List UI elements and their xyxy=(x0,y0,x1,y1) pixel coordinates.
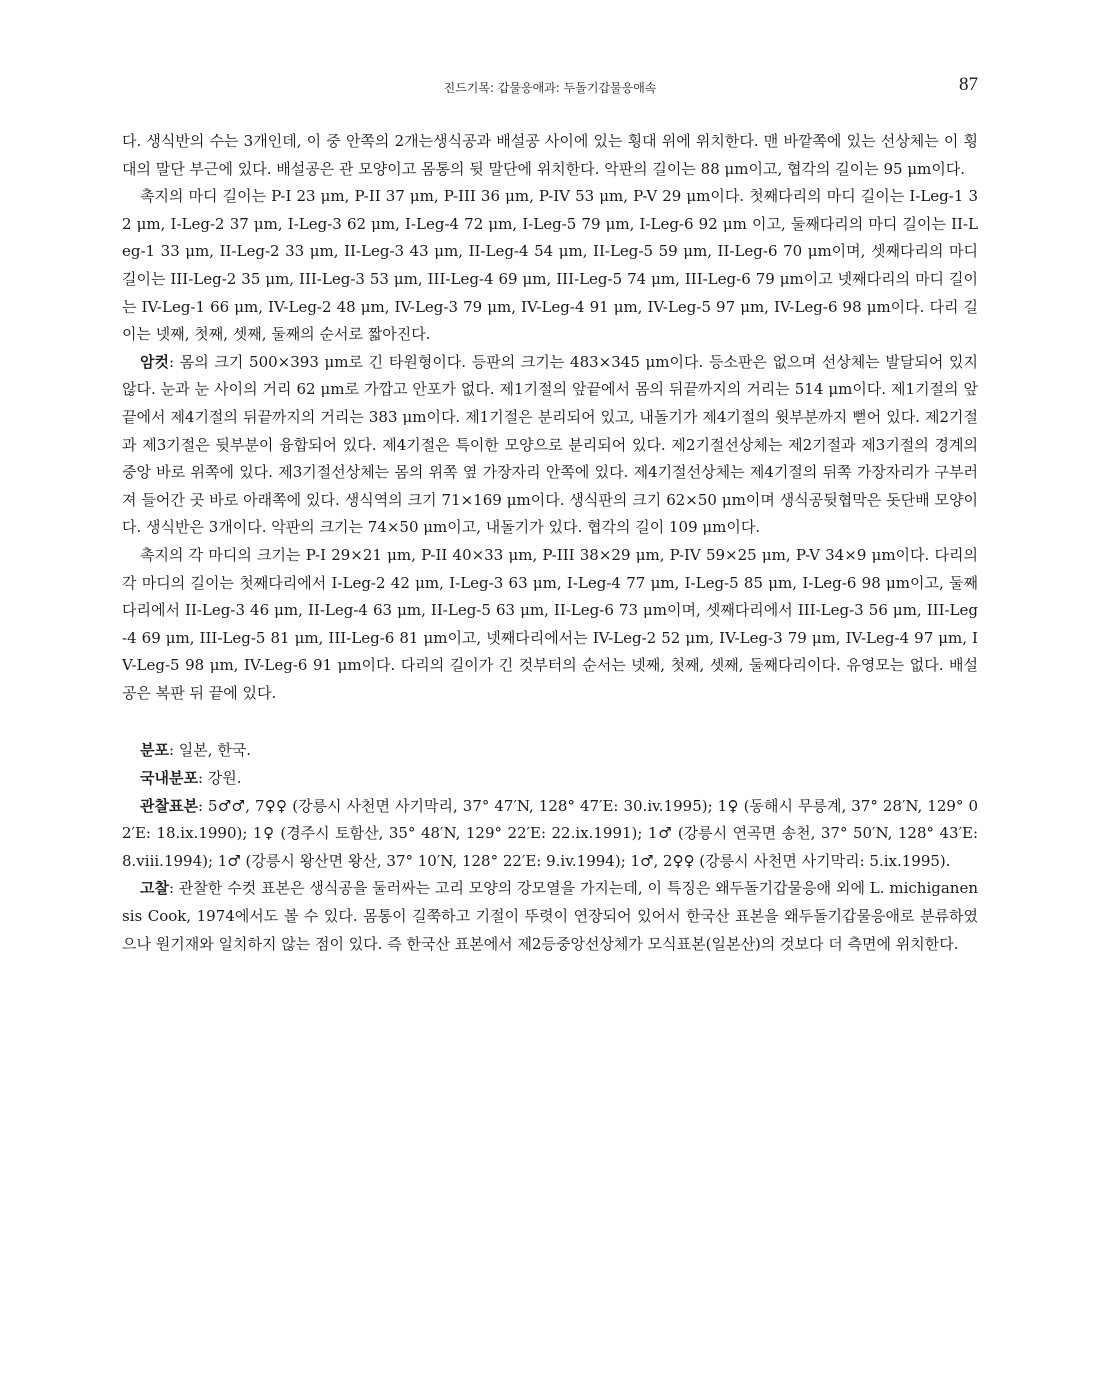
paragraph-distribution xyxy=(122,737,978,765)
paragraph-male-segment-lengths xyxy=(122,183,978,349)
paragraph-text: 촉지의 각 마디의 크기는 P-I 29×21 μm, P-II 40×33 μm, P-III 38×29 μm, P-IV 59×25 μm, P-V 34×9 μm이다. 다리의 각 마디의 길이는 첫째다리에서 I-Leg-2 42 μm, I-Leg-3 63 μm, I-Leg-4 77 μm, I-Leg-5 85 μm, I-Leg-6 98 μm이고, 둘째다리에서 II-Leg-3 46 μm, II-Leg-4 63 μm, II-Leg-5 63 μm, II-Leg-6 73 μm이며, 셋째다리에서 III-Leg-3 56 μm, III-Leg-4 69 μm, III-Leg-5 81 μm, III-Leg-6 81 μm이고, 넷째다리에서는 IV-Leg-2 52 μm, IV-Leg-3 79 μm, IV-Leg-4 97 μm, IV-Leg-5 98 μm, IV-Leg-6 91 μm이다. 다리의 길이가 긴 것부터의 순서는 넷째, 첫째, 셋째, 둘째다리이다. 유영모는 없다. 배설공은 복판 뒤 끝에 있다. xyxy=(122,545,978,702)
paragraph-text: : 5♂♂, 7♀♀ (강릉시 사천면 사기막리, 37° 47′N, 128° 47′E: 30.iv.1995); 1♀ (동해시 무릉계, 37° 28′N, 129° 02′E: 18.ix.1990); 1♀ (경주시 토함산, 35° 48′N, 129° 22′E: 22.ix.1991); 1♂ (강릉시 연곡면 송천, 37° 50′N, 128° 43′E: 8.viii.1994); 1♂ (강릉시 왕산면 왕산, 37° 10′N, 128° 22′E: 9.iv.1994); 1♂, 2♀♀ (강릉시 사천면 사기막리: 5.ix.1995). xyxy=(122,796,978,870)
section-gap xyxy=(122,707,978,737)
section-label-female: 암컷 xyxy=(140,352,169,371)
section-label-distribution: 분포 xyxy=(140,741,169,760)
section-label-specimens: 관찰표본 xyxy=(140,796,198,815)
paragraph-domestic-distribution xyxy=(122,765,978,793)
paragraph-text: 촉지의 마디 길이는 P-I 23 μm, P-II 37 μm, P-III 36 μm, P-IV 53 μm, P-V 29 μm이다. 첫째다리의 마디 길이는 I-Leg-1 32 μm, I-Leg-2 37 μm, I-Leg-3 62 μm, I-Leg-4 72 μm, I-Leg-5 79 μm, I-Leg-6 92 μm 이고, 둘째다리의 마디 길이는 II-Leg-1 33 μm, II-Leg-2 33 μm, II-Leg-3 43 μm, II-Leg-4 54 μm, II-Leg-5 59 μm, II-Leg-6 70 μm이며, 셋째다리의 마디 길이는 III-Leg-2 35 μm, III-Leg-3 53 μm, III-Leg-4 69 μm, III-Leg-5 74 μm, III-Leg-6 79 μm이고 넷째다리의 마디 길이는 IV-Leg-1 66 μm, IV-Leg-2 48 μm, IV-Leg-3 79 μm, IV-Leg-4 91 μm, IV-Leg-5 97 μm, IV-Leg-6 98 μm이다. 다리 길이는 넷째, 첫째, 셋째, 둘째의 순서로 짧아진다. xyxy=(122,187,978,344)
section-label-remarks: 고찰 xyxy=(140,879,169,898)
page-header xyxy=(122,76,978,98)
running-title: 진드기목: 갑물응애과: 두돌기갑물응애속 xyxy=(443,81,657,95)
page-number: 87 xyxy=(959,74,978,95)
paragraph-female-description xyxy=(122,349,978,542)
paragraph-text: 다. 생식반의 수는 3개인데, 이 중 안쪽의 2개는생식공과 배설공 사이에 있는 횡대 위에 위치한다. 맨 바깥쪽에 있는 선상체는 이 횡대의 말단 부근에 있다. 배설공은 관 모양이고 몸통의 뒷 말단에 위치한다. 악판의 길이는 88 μm이고, 협각의 길이는 95 μm이다. xyxy=(122,132,978,178)
page-body xyxy=(122,128,978,958)
section-label-domestic-distribution: 국내분포 xyxy=(140,769,198,788)
paragraph-specimens xyxy=(122,793,978,876)
paragraph-text: : 강원. xyxy=(197,769,242,788)
paragraph-continued xyxy=(122,128,978,183)
paragraph-text: : 몸의 크기 500×393 μm로 긴 타원형이다. 등판의 크기는 483×345 μm이다. 등소판은 없으며 선상체는 발달되어 있지 않다. 눈과 눈 사이의 거리 62 μm로 가깝고 안포가 없다. 제1기절의 앞끝에서 몸의 뒤끝까지의 거리는 514 μm이다. 제1기절의 앞끝에서 제4기절의 뒤끝까지의 거리는 383 μm이다. 제1기절은 분리되어 있고, 내돌기가 제4기절의 윗부분까지 뻗어 있다. 제2기절과 제3기절은 뒷부분이 융합되어 있다. 제4기절은 특이한 모양으로 분리되어 있다. 제2기절선상체는 제2기절과 제3기절의 경계의 중앙 바로 위쪽에 있다. 제3기절선상체는 몸의 위쪽 옆 가장자리 안쪽에 있다. 제4기절선상체는 제4기절의 뒤쪽 가장자리가 구부러져 들어간 곳 바로 아래쪽에 있다. 생식역의 크기 71×169 μm이다. 생식판의 크기 62×50 μm이며 생식공뒷협막은 돗단배 모양이다. 생식반은 3개이다. 악판의 크기는 74×50 μm이고, 내돌기가 있다. 협각의 길이 109 μm이다. xyxy=(122,352,978,537)
paragraph-text: : 관찰한 수컷 표본은 생식공을 둘러싸는 고리 모양의 강모열을 가지는데, 이 특징은 왜두돌기갑물응애 외에 L. michiganensis Cook, 1974에서도 볼 수 있다. 몸통이 길쭉하고 기절이 뚜렷이 연장되어 있어서 한국산 표본을 왜두돌기갑물응애로 분류하였으나 원기재와 일치하지 않는 점이 있다. 즉 한국산 표본에서 제2등중앙선상체가 모식표본(일본산)의 것보다 더 측면에 위치한다. xyxy=(122,879,978,953)
paragraph-female-segment-sizes xyxy=(122,542,978,708)
paragraph-text: : 일본, 한국. xyxy=(168,741,252,760)
paragraph-remarks xyxy=(122,875,978,958)
